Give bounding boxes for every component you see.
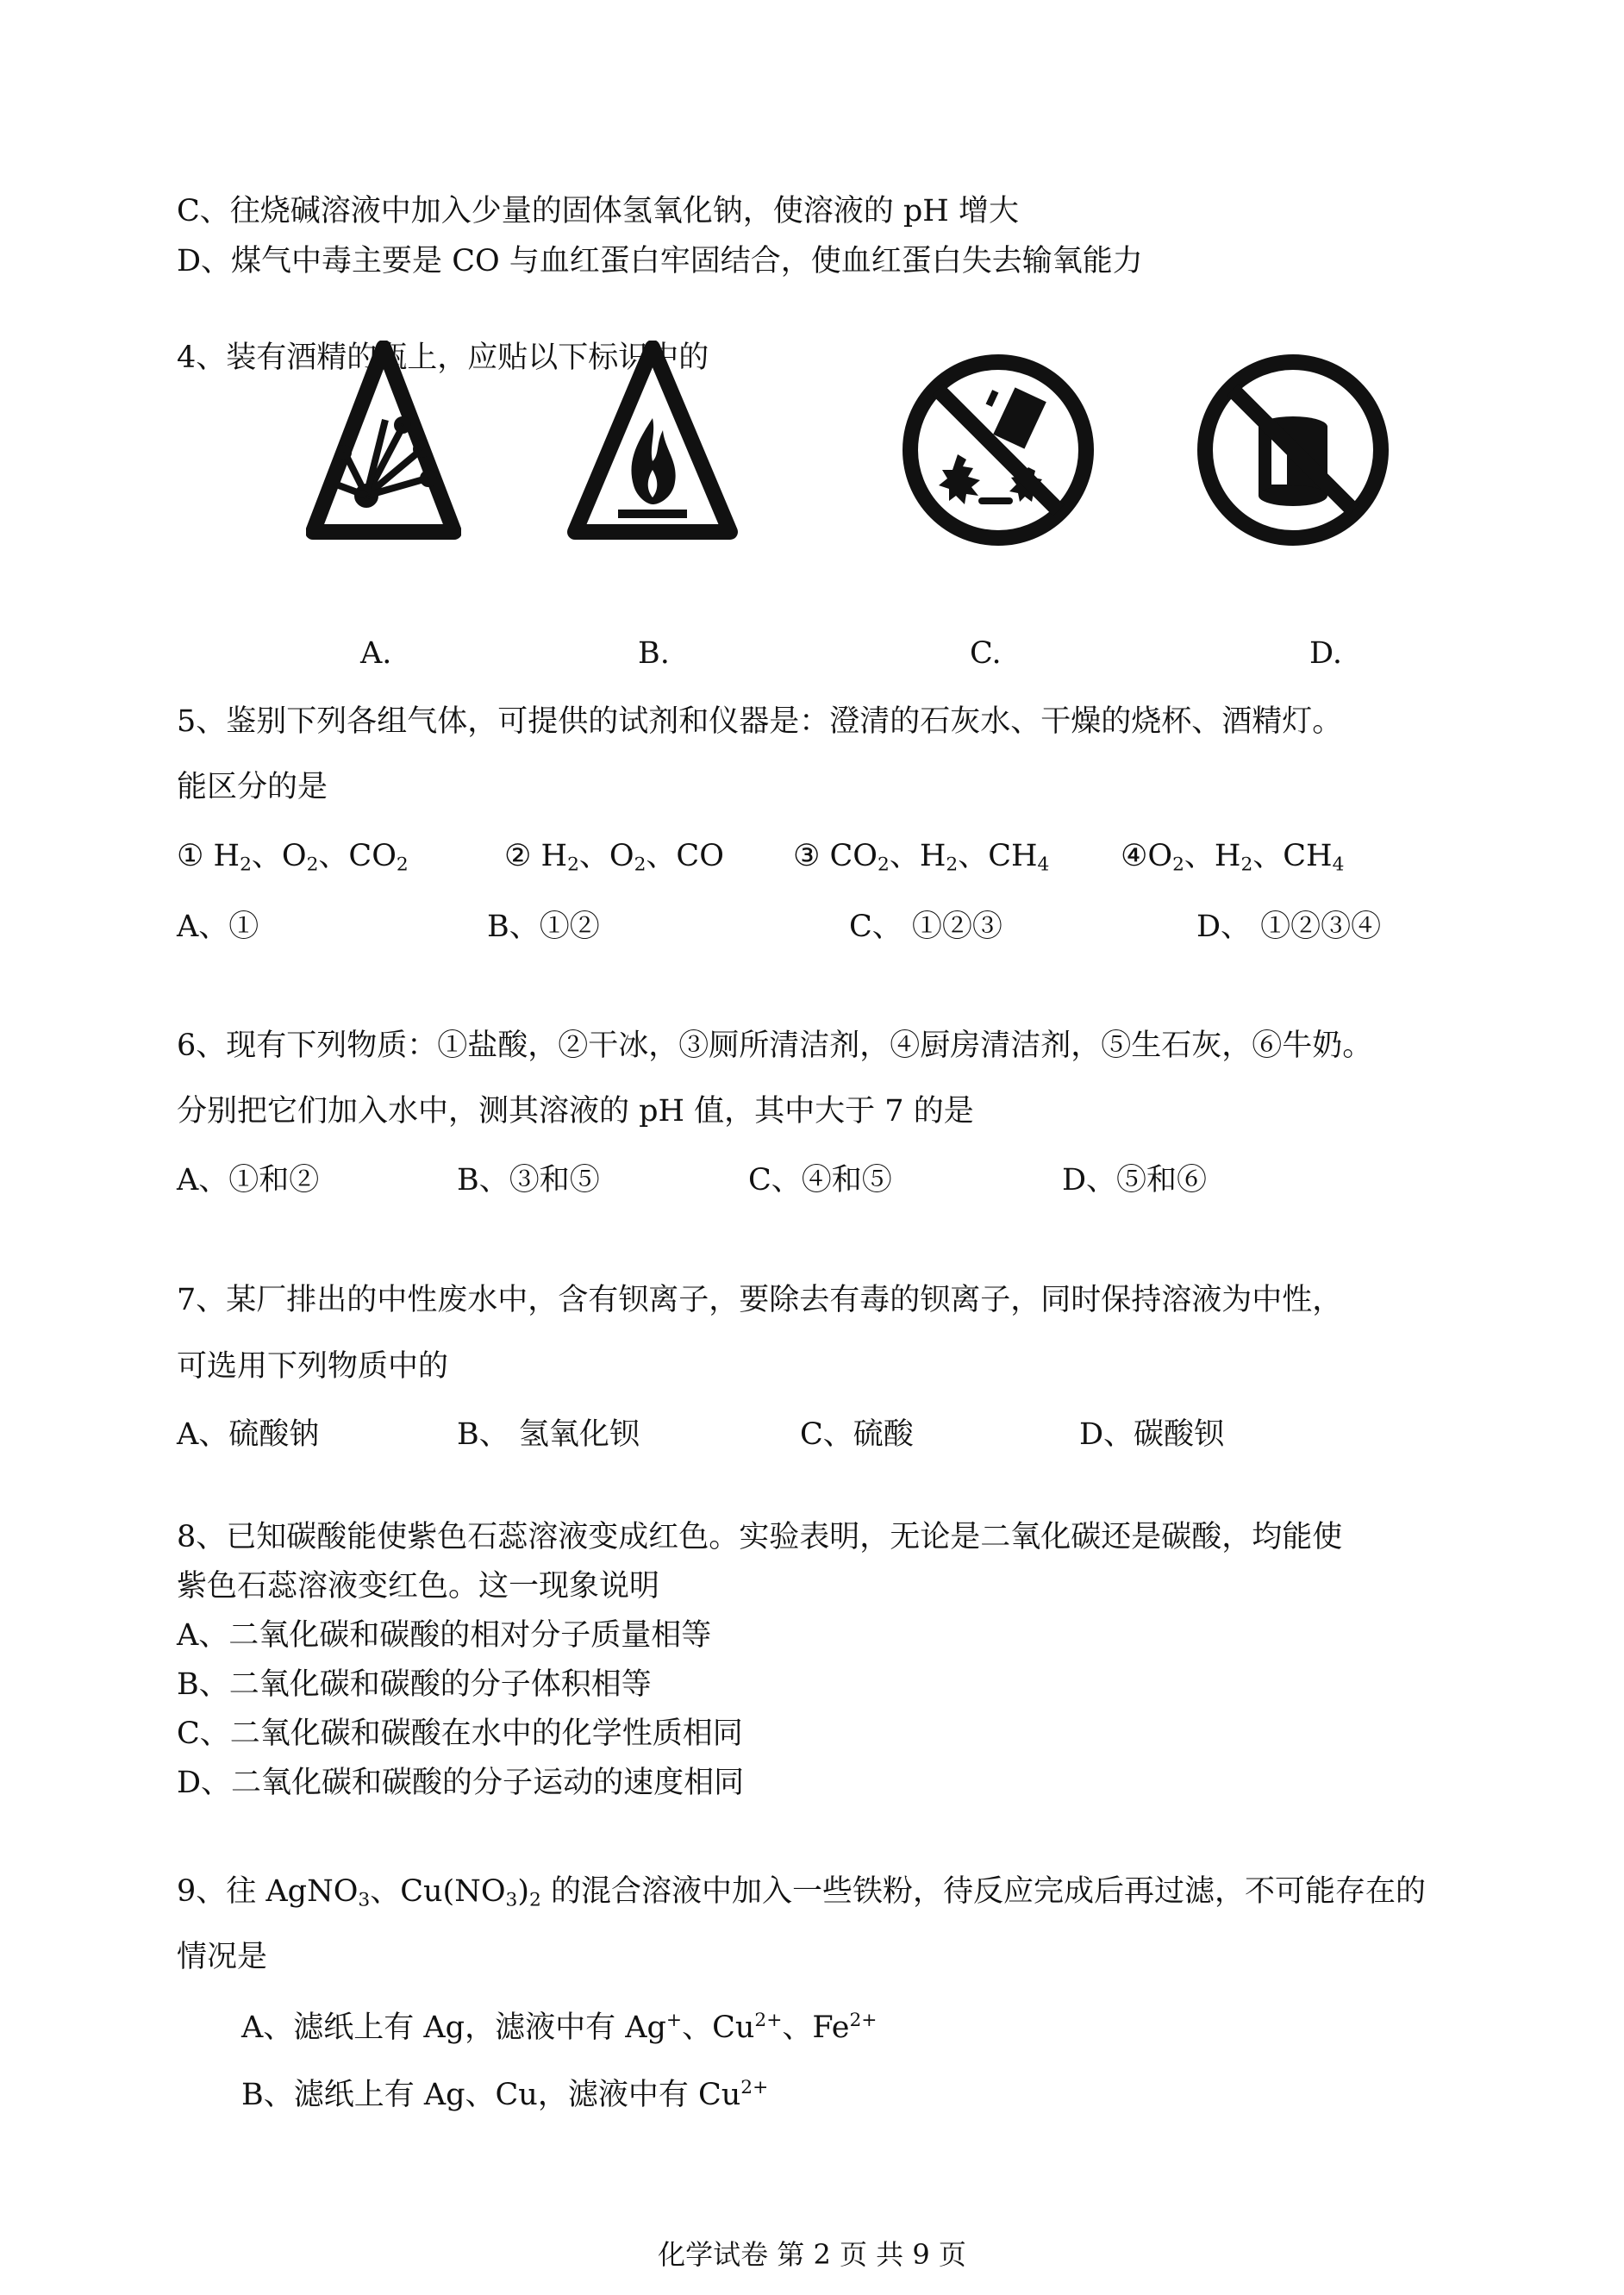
q5-option-d[interactable]: D、 ①②③④ <box>1196 910 1382 944</box>
q5-option-c[interactable]: C、 ①②③ <box>849 910 1003 944</box>
q4-label-d: D. <box>1309 636 1342 671</box>
q4-label-a: A. <box>360 636 392 671</box>
no-fireworks-icon[interactable] <box>899 351 1097 549</box>
q8-option-a[interactable]: A、二氧化碳和碳酸的相对分子质量相等 <box>177 1618 712 1653</box>
q6-stem-line2: 分别把它们加入水中，测其溶液的 pH 值，其中大于 7 的是 <box>177 1094 974 1129</box>
q9-option-a[interactable]: A、滤纸上有 Ag，滤液中有 Ag+、$Cu^{2+}$、$Fe^{2+}$ <box>241 2010 878 2046</box>
q4-stem: 4、装有酒精的瓶上，应贴以下标识中的 <box>177 341 709 375</box>
q9-stem-line2: 情况是 <box>177 1940 268 1974</box>
q9-stem-line1: 9、往 AgNO$_3$、$Cu(NO_3)_2$ 的混合溶液中加入一些铁粉，待反应完成后再过滤，不可能存在的 <box>177 1874 1426 1911</box>
q7-stem-line2: 可选用下列物质中的 <box>177 1349 449 1384</box>
q3-option-c: C、往烧碱溶液中加入少量的固体氢氧化钠，使溶液的 pH 增大 <box>177 194 1019 228</box>
q9-option-b[interactable]: B、滤纸上有 Ag、Cu，滤液中有 $Cu^{2+}$ <box>241 2077 769 2113</box>
q5-group-4: $④O_2$、$H_2$、$CH_4$ <box>1121 839 1345 876</box>
q6-stem-line1: 6、现有下列物质：①盐酸，②干冰，③厕所清洁剂，④厨房清洁剂，⑤生石灰，⑥牛奶。 <box>177 1029 1373 1063</box>
explosive-warning-icon[interactable] <box>306 341 461 552</box>
q3-option-d: D、煤气中毒主要是 CO 与血红蛋白牢固结合，使血红蛋白失去输氧能力 <box>177 244 1143 278</box>
q7-stem-line1: 7、某厂排出的中性废水中，含有钡离子，要除去有毒的钡离子，同时保持溶液为中性， <box>177 1283 1343 1317</box>
q8-option-c[interactable]: C、二氧化碳和碳酸在水中的化学性质相同 <box>177 1717 743 1751</box>
q6-option-c[interactable]: C、④和⑤ <box>748 1163 892 1198</box>
q5-stem-line2: 能区分的是 <box>177 770 328 804</box>
q4-label-c: C. <box>970 636 1002 671</box>
q7-option-b[interactable]: B、 氢氧化钡 <box>457 1417 640 1452</box>
q6-option-d[interactable]: D、⑤和⑥ <box>1062 1163 1208 1198</box>
q4-label-b: B. <box>638 636 670 671</box>
q5-stem-line1: 5、鉴别下列各组气体，可提供的试剂和仪器是：澄清的石灰水、干燥的烧杯、酒精灯。 <box>177 704 1343 739</box>
q8-stem-line2: 紫色石蕊溶液变红色。这一现象说明 <box>177 1569 660 1604</box>
page-footer: 化学试卷 第 2 页 共 9 页 <box>658 2238 966 2271</box>
q7-option-c[interactable]: C、硫酸 <box>800 1417 914 1452</box>
flammable-warning-icon[interactable] <box>566 341 739 552</box>
q6-option-b[interactable]: B、③和⑤ <box>457 1163 600 1198</box>
q5-group-3: ③ $CO_2$、$H_2$、$CH_4$ <box>793 839 1050 876</box>
q5-option-a[interactable]: A、① <box>177 910 259 944</box>
no-dumping-barrel-icon[interactable] <box>1194 351 1392 549</box>
q8-stem-line1: 8、已知碳酸能使紫色石蕊溶液变成红色。实验表明，无论是二氧化碳还是碳酸，均能使 <box>177 1520 1343 1554</box>
q6-option-a[interactable]: A、①和② <box>177 1163 320 1198</box>
q5-option-b[interactable]: B、①② <box>487 910 600 944</box>
q5-group-2: ② $H_2$、$O_2$、CO <box>504 839 724 876</box>
q7-option-d[interactable]: D、碳酸钡 <box>1079 1417 1225 1452</box>
q5-group-1: ① $H_2$、$O_2$、$CO_2$ <box>177 839 409 876</box>
q8-option-d[interactable]: D、二氧化碳和碳酸的分子运动的速度相同 <box>177 1766 745 1800</box>
q7-option-a[interactable]: A、硫酸钠 <box>177 1417 320 1452</box>
q8-option-b[interactable]: B、二氧化碳和碳酸的分子体积相等 <box>177 1667 652 1702</box>
